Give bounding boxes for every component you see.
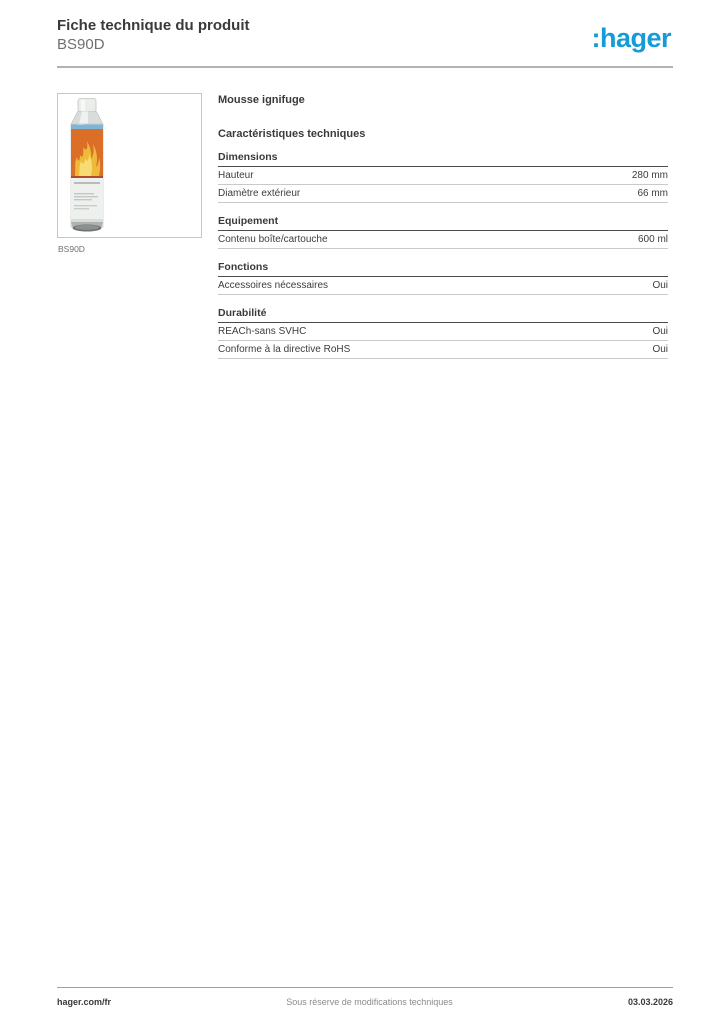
spec-content — [218, 93, 668, 372]
footer-divider — [57, 987, 673, 988]
spec-section-title: Durabilité — [218, 308, 668, 323]
spec-row — [218, 341, 668, 359]
product-image-caption: BS90D — [58, 244, 85, 254]
spec-section-0 — [218, 152, 668, 203]
spec-section-title: Fonctions — [218, 262, 668, 277]
spec-row — [218, 277, 668, 295]
spec-section-title: Dimensions — [218, 152, 668, 167]
product-reference: BS90D — [57, 36, 105, 53]
spec-row — [218, 185, 668, 203]
footer-disclaimer: Sous réserve de modifications techniques — [286, 997, 453, 1007]
footer-website: hager.com/fr — [57, 997, 112, 1007]
footer — [57, 997, 673, 1007]
spec-label: Contenu boîte/cartouche — [218, 234, 328, 245]
spec-value: 600 ml — [637, 234, 668, 245]
spec-value: Oui — [652, 326, 668, 337]
hager-logo: :hager — [591, 23, 671, 53]
spec-section-title: Equipement — [218, 216, 668, 231]
product-name: Mousse ignifuge — [218, 94, 305, 106]
spec-label: REACh-sans SVHC — [218, 326, 307, 337]
spec-row — [218, 167, 668, 185]
spec-label: Accessoires nécessaires — [218, 280, 329, 291]
product-image-frame — [57, 93, 202, 238]
spec-section-2 — [218, 262, 668, 295]
spec-value: Oui — [652, 344, 668, 355]
spec-value: Oui — [652, 280, 668, 291]
spec-row — [218, 323, 668, 341]
spec-section-1 — [218, 216, 668, 249]
header-divider — [57, 66, 673, 68]
spec-label: Hauteur — [218, 170, 254, 181]
spec-section-3 — [218, 308, 668, 359]
header — [57, 16, 250, 54]
page-title: Fiche technique du produit — [57, 17, 250, 34]
spec-value: 66 mm — [637, 188, 668, 199]
spec-sections — [218, 152, 668, 359]
characteristics-heading: Caractéristiques techniques — [218, 128, 366, 140]
spec-label: Diamètre extérieur — [218, 188, 301, 199]
spec-row — [218, 231, 668, 249]
footer-date: 03.03.2026 — [627, 997, 673, 1007]
spec-label: Conforme à la directive RoHS — [218, 344, 351, 355]
product-image-spray-can — [62, 97, 112, 234]
spec-value: 280 mm — [631, 170, 668, 181]
